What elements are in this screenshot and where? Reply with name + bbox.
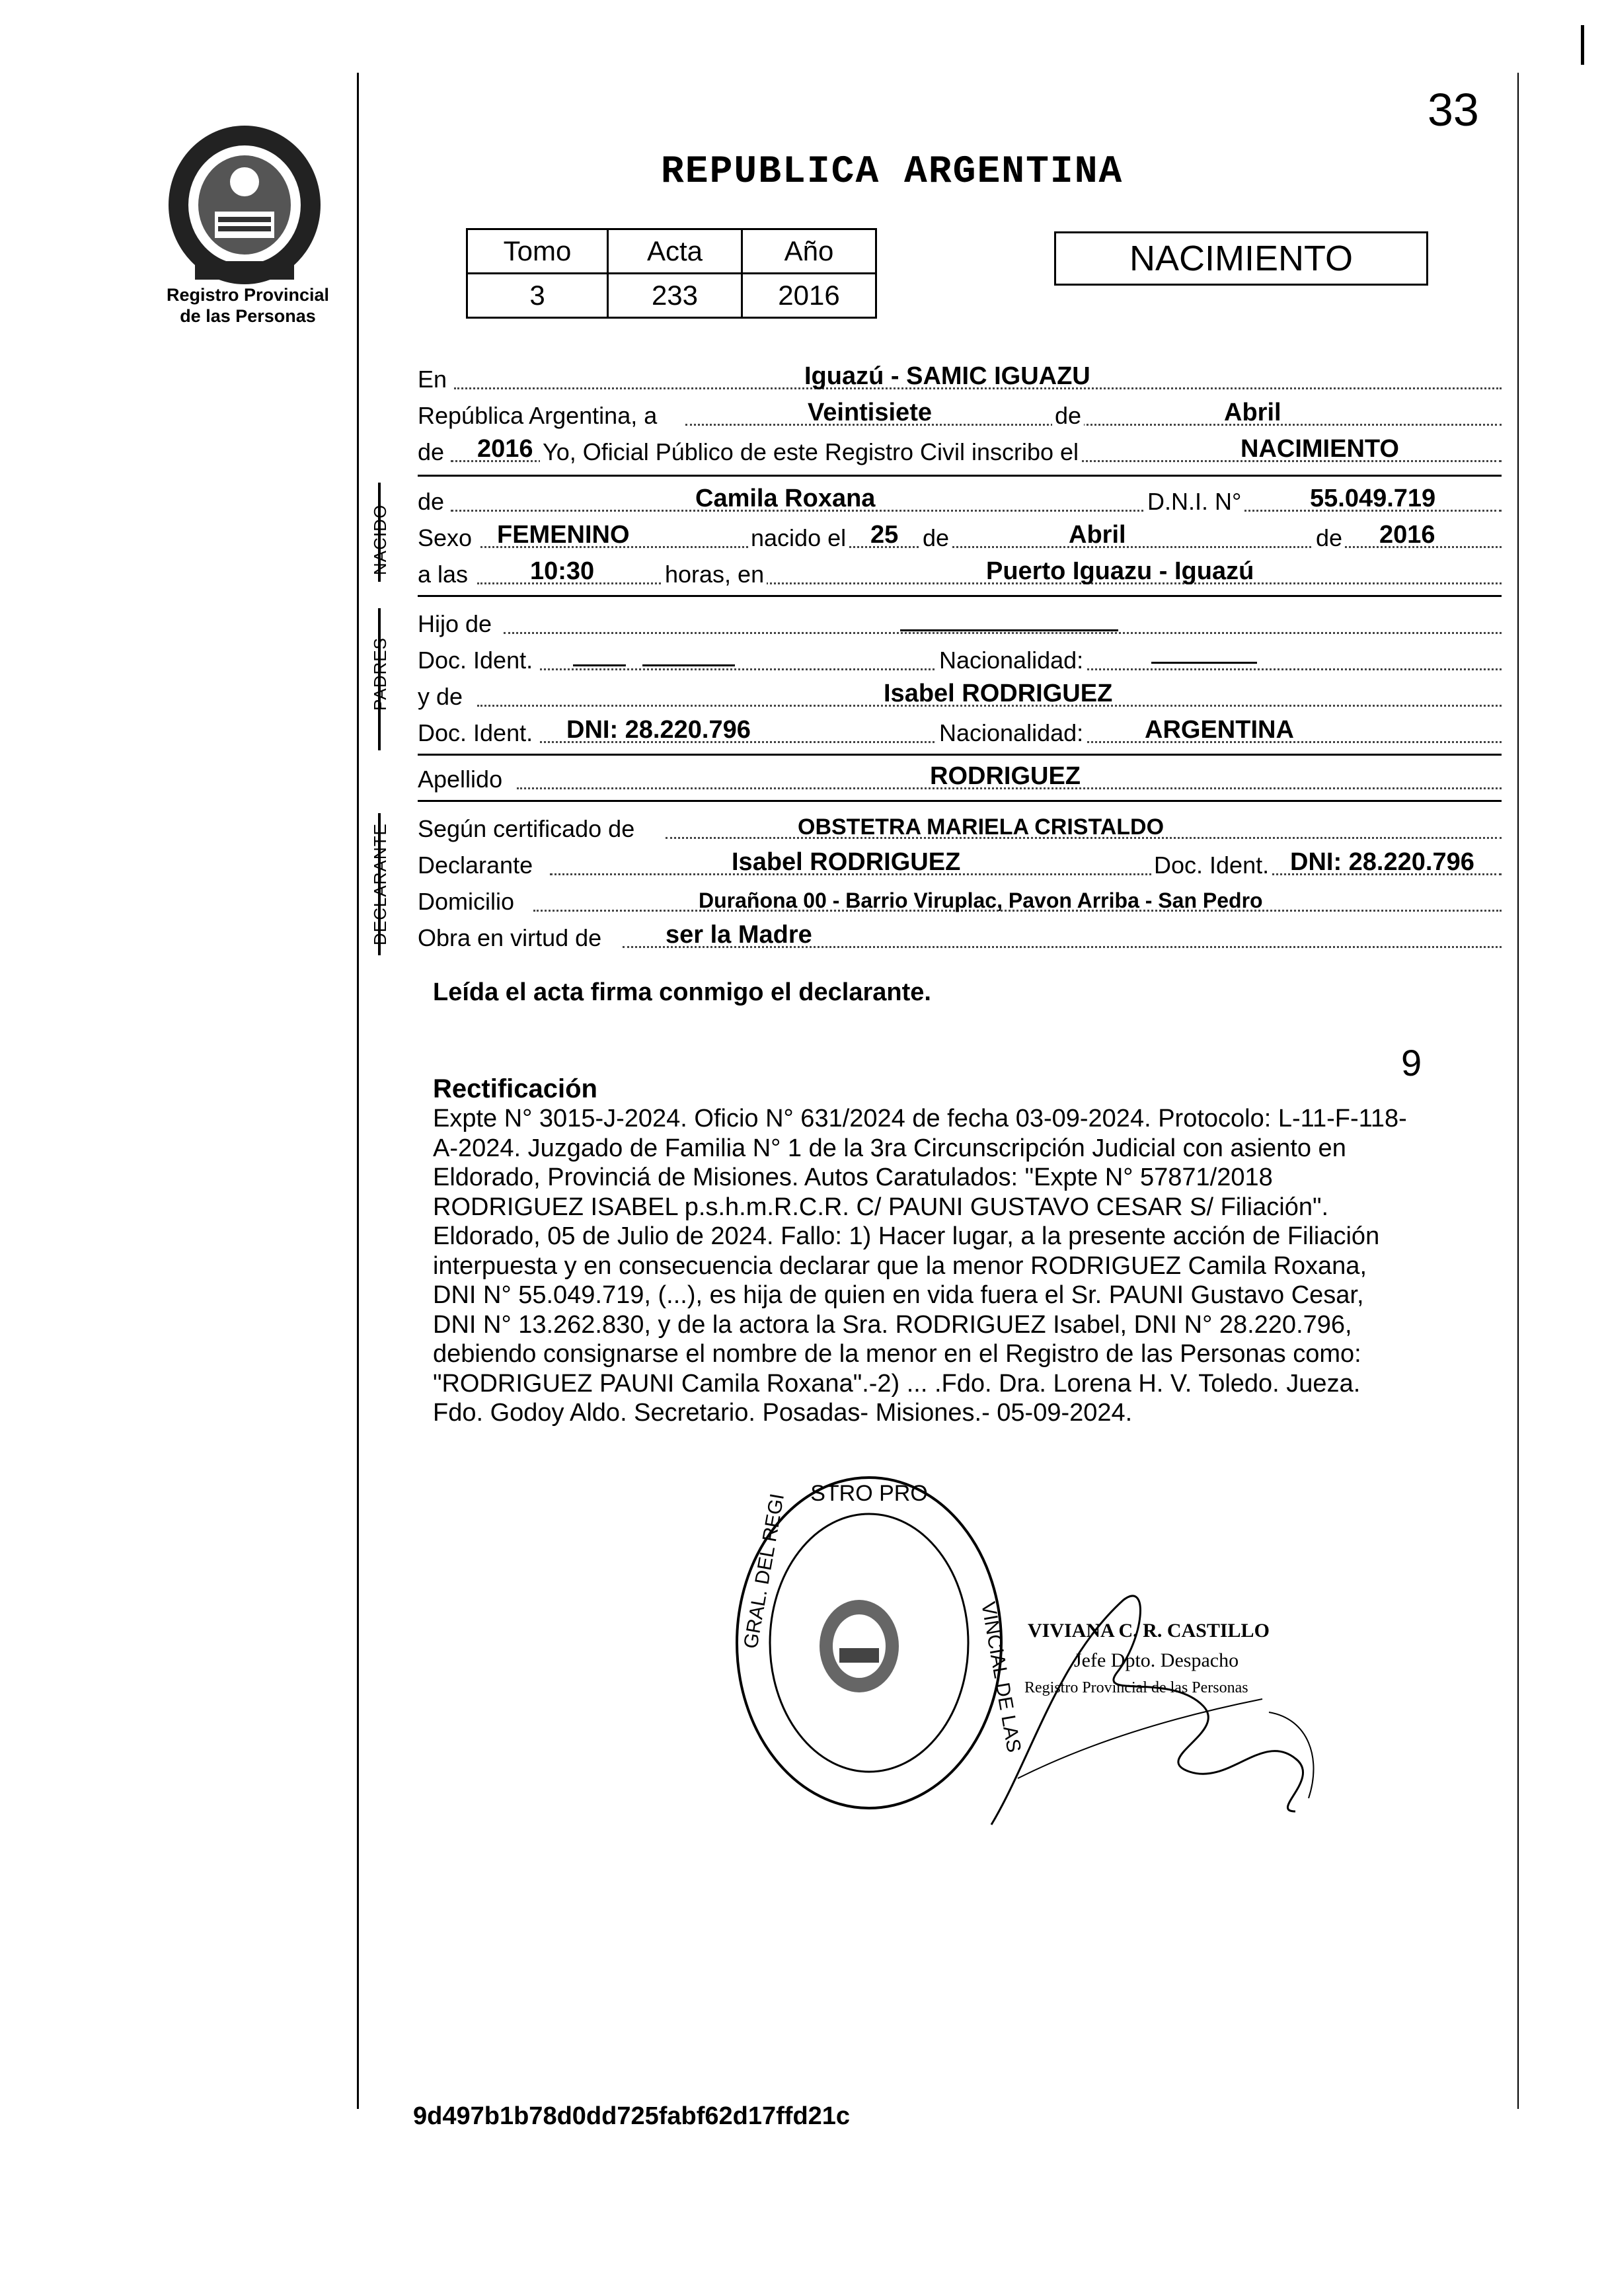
label-apellido: Apellido — [418, 766, 503, 793]
label-declarante: Declarante — [418, 851, 533, 879]
emblem-caption-line2: de las Personas — [180, 306, 316, 326]
row-name — [418, 483, 1502, 520]
value-obra: ser la Madre — [666, 921, 812, 949]
svg-text:STRO PRO: STRO PRO — [810, 1481, 928, 1506]
label-de3: de — [418, 488, 445, 515]
row-sexo — [418, 519, 1502, 556]
label-decl-doc: Doc. Ident. — [1151, 851, 1272, 879]
row-year — [418, 433, 1502, 470]
svg-text:VINCIAL DE LAS: VINCIAL DE LAS — [977, 1600, 1025, 1755]
emblem-caption — [152, 284, 344, 327]
separator-2 — [418, 595, 1502, 597]
separator-1 — [418, 475, 1502, 477]
value-sexo: FEMENINO — [497, 521, 630, 549]
rectification-body — [433, 1104, 1490, 1428]
row-en — [418, 360, 1502, 397]
label-de2: de — [418, 438, 445, 465]
value-domicilio: Durañona 00 - Barrio Viruplac, Pavon Arriba - San Pedro — [699, 889, 1263, 912]
row-domicilio — [418, 883, 1502, 920]
value-birth-month: Abril — [1069, 521, 1126, 549]
label-dni: D.N.I. N° — [1145, 488, 1244, 516]
rect-line: DNI N° 13.262.830, y de la actora la Sra. RODRIGUEZ Isabel, DNI N° 28.220.796, — [433, 1310, 1352, 1339]
value-child-name: Camila Roxana — [695, 485, 876, 512]
value-birth-place: Puerto Iguazu - Iguazú — [986, 557, 1254, 585]
label-yde: y de — [418, 683, 463, 710]
row-mother-doc — [418, 714, 1502, 751]
right-margin-line — [1517, 73, 1519, 2109]
label-mother-nat: Nacionalidad: — [936, 719, 1086, 747]
side-label-padres: PADRES — [370, 637, 390, 711]
label-de5: de — [1313, 524, 1345, 552]
label-de: de — [1052, 402, 1084, 430]
value-apellido: RODRIGUEZ — [930, 762, 1081, 790]
value-birth-day: 25 — [870, 521, 899, 549]
table-value-tomo: 3 — [467, 274, 608, 318]
signature-scribble — [952, 1560, 1361, 1838]
rectification-title: Rectificación — [433, 1074, 597, 1103]
label-domicilio: Domicilio — [418, 888, 515, 915]
svg-text:GRAL. DEL REGI: GRAL. DEL REGI — [740, 1491, 789, 1651]
document-title: REPUBLICA ARGENTINA — [661, 151, 1124, 194]
label-republica: República Argentina, a — [418, 402, 658, 429]
row-segun — [418, 810, 1502, 847]
row-mother — [418, 678, 1502, 715]
record-table — [466, 228, 877, 319]
value-dni: 55.049.719 — [1310, 485, 1436, 512]
row-hijo — [418, 605, 1502, 642]
label-oficial: Yo, Oficial Público de este Registro Civil inscribo el — [540, 438, 1081, 466]
row-apellido — [418, 760, 1502, 797]
value-declarante: Isabel RODRIGUEZ — [732, 848, 961, 876]
label-obra: Obra en virtud de — [418, 924, 602, 951]
label-horas: horas, en — [662, 561, 767, 588]
rect-line: interpuesta y en consecuencia declarar que la menor RODRIGUEZ Camila Roxana, — [433, 1251, 1367, 1280]
label-de4: de — [920, 524, 952, 552]
rectification-number: 9 — [1401, 1042, 1422, 1084]
value-place-registry: Iguazú - SAMIC IGUAZU — [804, 362, 1090, 390]
rect-line: A-2024. Juzgado de Familia N° 1 de la 3ra Circunscripción Judicial con asiento en — [433, 1134, 1346, 1162]
table-header-acta: Acta — [608, 229, 742, 274]
rect-line: RODRIGUEZ ISABEL p.s.h.m.R.C.R. C/ PAUNI GUSTAVO CESAR S/ Filiación". — [433, 1193, 1329, 1221]
table-header-anio: Año — [742, 229, 876, 274]
value-day: Veintisiete — [808, 399, 932, 426]
father-nat-blank — [1151, 662, 1257, 664]
left-margin-line — [357, 73, 359, 2109]
separator-3 — [418, 754, 1502, 756]
value-mother-dni: DNI: 28.220.796 — [566, 716, 751, 744]
value-mother-nat: ARGENTINA — [1145, 716, 1294, 744]
father-doc-blank — [573, 664, 626, 666]
value-month: Abril — [1224, 399, 1281, 426]
rect-line: Fdo. Godoy Aldo. Secretario. Posadas- Misiones.- 05-09-2024. — [433, 1399, 1133, 1427]
label-mother-doc: Doc. Ident. — [418, 719, 533, 746]
value-mother-name: Isabel RODRIGUEZ — [884, 680, 1113, 707]
signature-office: Registro Provincial de las Personas — [1024, 1679, 1248, 1696]
label-hijo: Hijo de — [418, 610, 492, 637]
rect-line: DNI N° 55.049.719, (...), es hija de quien en vida fuera el Sr. PAUNI Gustavo Cesar, — [433, 1281, 1364, 1309]
page-number: 33 — [1428, 84, 1479, 136]
signature-name: VIVIANA C. R. CASTILLO — [1028, 1620, 1270, 1642]
father-blank — [900, 629, 1118, 631]
document-hash: 9d497b1b78d0dd725fabf62d17ffd21c — [413, 2102, 851, 2130]
label-sexo: Sexo — [418, 524, 473, 551]
rect-line: debiendo consignarse el nombre de la menor en el Registro de las Personas como: — [433, 1340, 1361, 1368]
emblem-caption-line1: Registro Provincial — [166, 285, 330, 305]
signature-role: Jefe Dpto. Despacho — [1074, 1649, 1239, 1671]
value-birth-year: 2016 — [1379, 521, 1435, 549]
table-value-acta: 233 — [608, 274, 742, 318]
separator-4 — [418, 800, 1502, 802]
record-type-box: NACIMIENTO — [1054, 231, 1428, 286]
row-republica — [418, 397, 1502, 434]
rect-line: Eldorado, 05 de Julio de 2024. Fallo: 1) Hacer lugar, a la presente acción de Filiación — [433, 1222, 1380, 1250]
row-father-doc — [418, 641, 1502, 678]
corner-mark — [1581, 25, 1584, 65]
side-label-nacido: NACIDO — [370, 504, 390, 575]
value-inscribo: NACIMIENTO — [1241, 435, 1399, 463]
label-segun: Según certificado de — [418, 815, 635, 842]
row-time — [418, 555, 1502, 592]
rect-line: Expte N° 3015-J-2024. Oficio N° 631/2024 de fecha 03-09-2024. Protocolo: L-11-F-118- — [433, 1105, 1407, 1132]
value-decl-dni: DNI: 28.220.796 — [1290, 848, 1474, 876]
row-obra — [418, 919, 1502, 956]
value-year: 2016 — [477, 435, 533, 463]
label-alas: a las — [418, 561, 469, 588]
table-header-tomo: Tomo — [467, 229, 608, 274]
label-en: En — [418, 366, 447, 393]
rect-line: Eldorado, Provinciá de Misiones. Autos Caratulados: "Expte N° 57871/2018 — [433, 1164, 1273, 1191]
label-father-doc: Doc. Ident. — [418, 647, 533, 674]
value-segun: OBSTETRA MARIELA CRISTALDO — [798, 814, 1165, 840]
value-time: 10:30 — [530, 557, 595, 585]
rect-line: "RODRIGUEZ PAUNI Camila Roxana".-2) ... .Fdo. Dra. Lorena H. V. Toledo. Jueza. — [433, 1369, 1361, 1398]
side-label-declarante: DECLARANTE — [370, 823, 390, 945]
province-emblem — [155, 119, 334, 297]
row-declarante — [418, 846, 1502, 883]
label-nacido-el: nacido el — [748, 524, 849, 552]
father-doc-blank-2 — [642, 664, 735, 666]
closing-statement: Leída el acta firma conmigo el declarante. — [433, 978, 931, 1006]
table-value-anio: 2016 — [742, 274, 876, 318]
label-father-nat: Nacionalidad: — [936, 647, 1086, 674]
